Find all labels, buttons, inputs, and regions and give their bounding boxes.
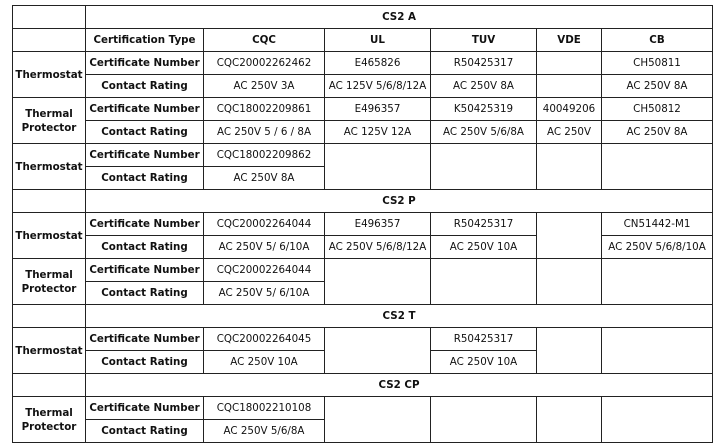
group-label-thermostat: Thermostat [13, 144, 86, 190]
certification-table [12, 5, 713, 443]
group-label-line2: Protector [21, 121, 77, 134]
section-title-cs2t: CS2 T [86, 305, 713, 328]
cell-vde: AC 250V [537, 121, 602, 144]
cell-cb: AC 250V 8A [602, 121, 713, 144]
cell-vde [537, 75, 602, 98]
section-title-cs2a: CS2 A [86, 6, 713, 29]
certificate-number-label: Certificate Number [86, 52, 204, 75]
table-row [13, 75, 713, 98]
cell-tuv: AC 250V 8A [431, 75, 537, 98]
group-label-thermal-protector [13, 98, 86, 144]
cell-tuv: R50425317 [431, 52, 537, 75]
column-vde: VDE [537, 29, 602, 52]
cell-cqc: CQC20002262462 [204, 52, 325, 75]
cell-tuv: AC 250V 10A [431, 236, 537, 259]
column-cqc: CQC [204, 29, 325, 52]
column-ul: UL [325, 29, 431, 52]
empty-group-cell [13, 29, 86, 52]
table-row [13, 98, 713, 121]
cell-tuv: AC 250V 5/6/8A [431, 121, 537, 144]
cell-cqc: AC 250V 3A [204, 75, 325, 98]
cell-vde [537, 397, 602, 443]
cell-cqc: AC 250V 5/ 6/10A [204, 236, 325, 259]
cell-cqc: CQC18002209862 [204, 144, 325, 167]
cell-cqc: AC 250V 5/ 6/10A [204, 282, 325, 305]
cell-tuv: R50425317 [431, 328, 537, 351]
column-header-row [13, 29, 713, 52]
section-header-row [13, 374, 713, 397]
cell-cqc: AC 250V 5/6/8A [204, 420, 325, 443]
certificate-number-label: Certificate Number [86, 98, 204, 121]
contact-rating-label: Contact Rating [86, 121, 204, 144]
contact-rating-label: Contact Rating [86, 75, 204, 98]
cell-vde [537, 213, 602, 259]
section-header-row [13, 6, 713, 29]
certificate-number-label: Certificate Number [86, 144, 204, 167]
certificate-number-label: Certificate Number [86, 213, 204, 236]
empty-group-cell [13, 190, 86, 213]
group-label-thermostat: Thermostat [13, 213, 86, 259]
cell-cb: AC 250V 8A [602, 75, 713, 98]
group-label-line2: Protector [21, 420, 77, 433]
cell-ul: E496357 [325, 213, 431, 236]
group-label-thermal-protector [13, 397, 86, 443]
cell-cqc: CQC18002210108 [204, 397, 325, 420]
contact-rating-label: Contact Rating [86, 236, 204, 259]
cell-tuv [431, 397, 537, 443]
contact-rating-label: Contact Rating [86, 282, 204, 305]
cell-ul [325, 328, 431, 374]
table-row [13, 397, 713, 420]
section-title-cs2p: CS2 P [86, 190, 713, 213]
cell-cb [602, 259, 713, 305]
cell-cb: CH50811 [602, 52, 713, 75]
cell-tuv: K50425319 [431, 98, 537, 121]
contact-rating-label: Contact Rating [86, 167, 204, 190]
group-label-line1: Thermal [25, 268, 73, 281]
cell-cb: CN51442-M1 [602, 213, 713, 236]
corner-cell [13, 6, 86, 29]
cell-vde [537, 328, 602, 374]
contact-rating-label: Contact Rating [86, 420, 204, 443]
cell-ul: AC 125V 12A [325, 121, 431, 144]
contact-rating-label: Contact Rating [86, 351, 204, 374]
cell-vde [537, 52, 602, 75]
section-header-row [13, 190, 713, 213]
cell-cb: AC 250V 5/6/8/10A [602, 236, 713, 259]
certificate-number-label: Certificate Number [86, 397, 204, 420]
group-label-thermostat: Thermostat [13, 52, 86, 98]
group-label-line2: Protector [21, 282, 77, 295]
column-cb: CB [602, 29, 713, 52]
cell-tuv [431, 144, 537, 190]
certification-type-label: Certification Type [86, 29, 204, 52]
cell-tuv: AC 250V 10A [431, 351, 537, 374]
cell-cb: CH50812 [602, 98, 713, 121]
cell-cb [602, 144, 713, 190]
cell-cqc: AC 250V 8A [204, 167, 325, 190]
cell-ul [325, 259, 431, 305]
table-row [13, 213, 713, 236]
group-label-thermostat: Thermostat [13, 328, 86, 374]
cell-cqc: AC 250V 5 / 6 / 8A [204, 121, 325, 144]
cell-ul: E465826 [325, 52, 431, 75]
certificate-number-label: Certificate Number [86, 259, 204, 282]
empty-group-cell [13, 305, 86, 328]
cell-tuv: R50425317 [431, 213, 537, 236]
cell-cqc: AC 250V 10A [204, 351, 325, 374]
table-row [13, 144, 713, 167]
table-row [13, 328, 713, 351]
cell-cb [602, 328, 713, 374]
group-label-thermal-protector [13, 259, 86, 305]
cell-cqc: CQC20002264044 [204, 259, 325, 282]
cell-cqc: CQC18002209861 [204, 98, 325, 121]
table-row [13, 236, 713, 259]
section-title-cs2cp: CS2 CP [86, 374, 713, 397]
cell-cqc: CQC20002264044 [204, 213, 325, 236]
table-row [13, 259, 713, 282]
group-label-line1: Thermal [25, 406, 73, 419]
cell-ul: AC 250V 5/6/8/12A [325, 236, 431, 259]
group-label-line1: Thermal [25, 107, 73, 120]
cell-cb [602, 397, 713, 443]
cell-ul [325, 144, 431, 190]
cell-vde [537, 144, 602, 190]
section-header-row [13, 305, 713, 328]
cell-ul: E496357 [325, 98, 431, 121]
cell-ul: AC 125V 5/6/8/12A [325, 75, 431, 98]
cell-tuv [431, 259, 537, 305]
column-tuv: TUV [431, 29, 537, 52]
table-row [13, 121, 713, 144]
certificate-number-label: Certificate Number [86, 328, 204, 351]
cell-ul [325, 397, 431, 443]
cell-vde: 40049206 [537, 98, 602, 121]
table-row [13, 52, 713, 75]
certification-table-container [12, 5, 712, 443]
cell-cqc: CQC20002264045 [204, 328, 325, 351]
empty-group-cell [13, 374, 86, 397]
cell-vde [537, 259, 602, 305]
